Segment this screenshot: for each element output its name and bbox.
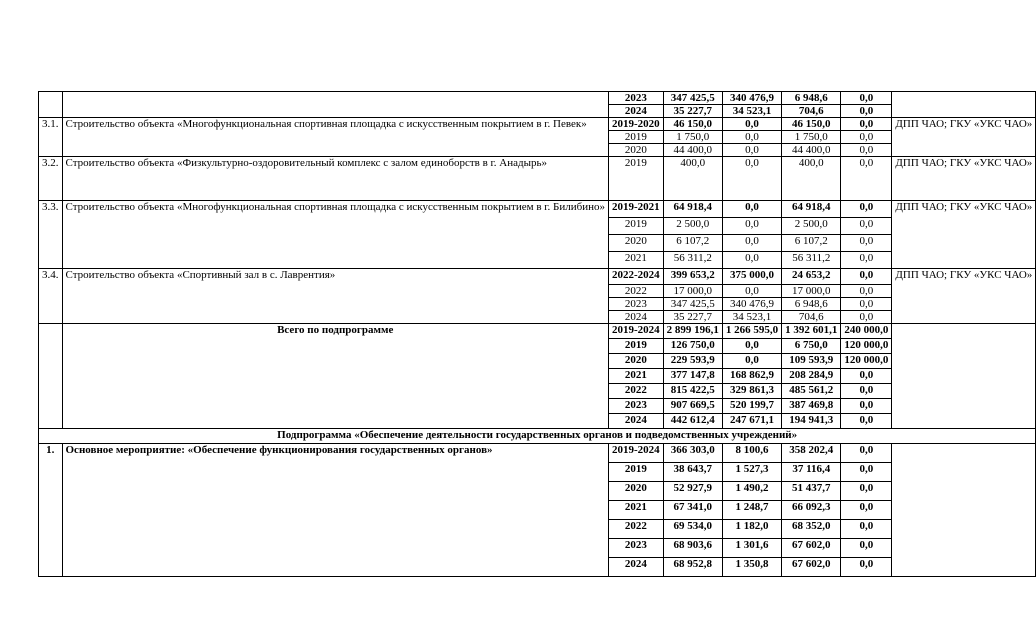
source-1-cell: 0,0 (722, 354, 781, 369)
total-cell: 442 612,4 (663, 414, 722, 429)
source-1-cell: 1 266 595,0 (722, 324, 781, 339)
subtotal-label: Всего по подпрограмме (62, 324, 609, 429)
year-cell: 2022 (609, 384, 664, 399)
source-2-cell: 68 352,0 (782, 520, 841, 539)
source-1-cell: 0,0 (722, 218, 781, 235)
total-cell: 1 750,0 (663, 131, 722, 144)
source-2-cell: 704,6 (782, 105, 841, 118)
total-cell: 815 422,5 (663, 384, 722, 399)
total-cell: 35 227,7 (663, 105, 722, 118)
source-1-cell: 520 199,7 (722, 399, 781, 414)
item-number: 3.1. (39, 118, 63, 157)
year-cell: 2019-2024 (609, 324, 664, 339)
source-2-cell: 24 653,2 (782, 269, 841, 285)
executor-cell: ДПП ЧАО; ГКУ «УКС ЧАО» (892, 118, 1036, 157)
item-number: 3.4. (39, 269, 63, 324)
total-cell: 2 899 196,1 (663, 324, 722, 339)
source-2-cell: 46 150,0 (782, 118, 841, 131)
source-1-cell: 340 476,9 (722, 298, 781, 311)
source-3-cell: 0,0 (841, 252, 892, 269)
year-cell: 2023 (609, 298, 664, 311)
source-1-cell: 329 861,3 (722, 384, 781, 399)
year-cell: 2024 (609, 414, 664, 429)
main-event-executor-cell (892, 444, 1036, 577)
source-1-cell: 0,0 (722, 157, 781, 201)
source-1-cell: 1 301,6 (722, 539, 781, 558)
year-cell: 2019-2021 (609, 201, 664, 218)
source-2-cell: 400,0 (782, 157, 841, 201)
source-3-cell: 0,0 (841, 218, 892, 235)
total-cell: 2 500,0 (663, 218, 722, 235)
continuation-executor-cell (892, 92, 1036, 118)
source-2-cell: 1 750,0 (782, 131, 841, 144)
source-3-cell: 0,0 (841, 414, 892, 429)
source-2-cell: 67 602,0 (782, 558, 841, 577)
source-1-cell: 34 523,1 (722, 311, 781, 324)
continuation-name-cell (62, 92, 609, 118)
item-number: 3.3. (39, 201, 63, 269)
year-cell: 2020 (609, 144, 664, 157)
source-2-cell: 64 918,4 (782, 201, 841, 218)
total-cell: 68 903,6 (663, 539, 722, 558)
item-number: 1. (39, 444, 63, 577)
year-cell: 2020 (609, 235, 664, 252)
source-1-cell: 1 490,2 (722, 482, 781, 501)
source-3-cell: 240 000,0 (841, 324, 892, 339)
year-cell: 2024 (609, 311, 664, 324)
source-3-cell: 0,0 (841, 92, 892, 105)
source-1-cell: 0,0 (722, 144, 781, 157)
source-2-cell: 387 469,8 (782, 399, 841, 414)
source-1-cell: 247 671,1 (722, 414, 781, 429)
source-3-cell: 0,0 (841, 539, 892, 558)
source-2-cell: 109 593,9 (782, 354, 841, 369)
source-2-cell: 6 107,2 (782, 235, 841, 252)
executor-cell: ДПП ЧАО; ГКУ «УКС ЧАО» (892, 201, 1036, 269)
source-3-cell: 0,0 (841, 235, 892, 252)
source-2-cell: 66 092,3 (782, 501, 841, 520)
source-1-cell: 0,0 (722, 235, 781, 252)
total-cell: 347 425,5 (663, 298, 722, 311)
executor-cell: ДПП ЧАО; ГКУ «УКС ЧАО» (892, 157, 1036, 201)
item-number: 3.2. (39, 157, 63, 201)
total-cell: 399 653,2 (663, 269, 722, 285)
year-cell: 2021 (609, 501, 664, 520)
source-3-cell: 0,0 (841, 105, 892, 118)
total-cell: 52 927,9 (663, 482, 722, 501)
source-1-cell: 34 523,1 (722, 105, 781, 118)
source-1-cell: 0,0 (722, 285, 781, 298)
year-cell: 2021 (609, 369, 664, 384)
year-cell: 2019 (609, 339, 664, 354)
source-3-cell: 0,0 (841, 482, 892, 501)
total-cell: 69 534,0 (663, 520, 722, 539)
source-1-cell: 8 100,6 (722, 444, 781, 463)
source-1-cell: 0,0 (722, 339, 781, 354)
year-cell: 2023 (609, 539, 664, 558)
source-3-cell: 0,0 (841, 463, 892, 482)
source-2-cell: 358 202,4 (782, 444, 841, 463)
item-name: Строительство объекта «Физкультурно-оздоровительный комплекс с залом единоборств в г. Анадырь» (62, 157, 609, 201)
source-2-cell: 56 311,2 (782, 252, 841, 269)
budget-table (38, 91, 1036, 577)
year-cell: 2020 (609, 354, 664, 369)
source-3-cell: 0,0 (841, 118, 892, 131)
source-3-cell: 0,0 (841, 269, 892, 285)
source-1-cell: 0,0 (722, 252, 781, 269)
year-cell: 2022-2024 (609, 269, 664, 285)
total-cell: 35 227,7 (663, 311, 722, 324)
source-2-cell: 485 561,2 (782, 384, 841, 399)
source-3-cell: 0,0 (841, 311, 892, 324)
total-cell: 366 303,0 (663, 444, 722, 463)
source-2-cell: 6 948,6 (782, 298, 841, 311)
source-2-cell: 51 437,7 (782, 482, 841, 501)
total-cell: 67 341,0 (663, 501, 722, 520)
source-2-cell: 2 500,0 (782, 218, 841, 235)
source-1-cell: 1 182,0 (722, 520, 781, 539)
year-cell: 2023 (609, 92, 664, 105)
source-1-cell: 1 350,8 (722, 558, 781, 577)
year-cell: 2024 (609, 105, 664, 118)
year-cell: 2022 (609, 520, 664, 539)
source-3-cell: 0,0 (841, 201, 892, 218)
source-3-cell: 0,0 (841, 520, 892, 539)
source-2-cell: 17 000,0 (782, 285, 841, 298)
total-cell: 6 107,2 (663, 235, 722, 252)
source-3-cell: 0,0 (841, 384, 892, 399)
executor-cell: ДПП ЧАО; ГКУ «УКС ЧАО» (892, 269, 1036, 324)
source-3-cell: 0,0 (841, 558, 892, 577)
total-cell: 38 643,7 (663, 463, 722, 482)
source-2-cell: 704,6 (782, 311, 841, 324)
total-cell: 400,0 (663, 157, 722, 201)
source-3-cell: 0,0 (841, 157, 892, 201)
item-name: Строительство объекта «Многофункциональная спортивная площадка с искусственным покрытием в г. Певек» (62, 118, 609, 157)
year-cell: 2023 (609, 399, 664, 414)
total-cell: 44 400,0 (663, 144, 722, 157)
subtotal-num-cell (39, 324, 63, 429)
item-name: Основное мероприятие: «Обеспечение функционирования государственных органов» (62, 444, 609, 577)
source-3-cell: 120 000,0 (841, 354, 892, 369)
source-3-cell: 0,0 (841, 298, 892, 311)
total-cell: 347 425,5 (663, 92, 722, 105)
source-3-cell: 0,0 (841, 399, 892, 414)
source-1-cell: 168 862,9 (722, 369, 781, 384)
total-cell: 377 147,8 (663, 369, 722, 384)
source-1-cell: 1 248,7 (722, 501, 781, 520)
year-cell: 2020 (609, 482, 664, 501)
source-1-cell: 1 527,3 (722, 463, 781, 482)
source-3-cell: 0,0 (841, 131, 892, 144)
source-2-cell: 6 750,0 (782, 339, 841, 354)
source-3-cell: 0,0 (841, 285, 892, 298)
source-2-cell: 6 948,6 (782, 92, 841, 105)
subtotal-executor-cell (892, 324, 1036, 429)
year-cell: 2021 (609, 252, 664, 269)
year-cell: 2019 (609, 157, 664, 201)
year-cell: 2024 (609, 558, 664, 577)
source-1-cell: 375 000,0 (722, 269, 781, 285)
total-cell: 907 669,5 (663, 399, 722, 414)
source-3-cell: 0,0 (841, 444, 892, 463)
year-cell: 2019 (609, 131, 664, 144)
year-cell: 2019 (609, 463, 664, 482)
source-2-cell: 1 392 601,1 (782, 324, 841, 339)
source-2-cell: 208 284,9 (782, 369, 841, 384)
section-title: Подпрограмма «Обеспечение деятельности государственных органов и подведомственных учреждений» (39, 429, 1036, 444)
year-cell: 2022 (609, 285, 664, 298)
source-3-cell: 120 000,0 (841, 339, 892, 354)
item-name: Строительство объекта «Многофункциональная спортивная площадка с искусственным покрытием в г. Билибино» (62, 201, 609, 269)
total-cell: 56 311,2 (663, 252, 722, 269)
continuation-num-cell (39, 92, 63, 118)
item-name: Строительство объекта «Спортивный зал в с. Лаврентия» (62, 269, 609, 324)
source-3-cell: 0,0 (841, 369, 892, 384)
total-cell: 126 750,0 (663, 339, 722, 354)
total-cell: 17 000,0 (663, 285, 722, 298)
source-3-cell: 0,0 (841, 501, 892, 520)
source-1-cell: 340 476,9 (722, 92, 781, 105)
year-cell: 2019 (609, 218, 664, 235)
source-1-cell: 0,0 (722, 201, 781, 218)
source-2-cell: 194 941,3 (782, 414, 841, 429)
year-cell: 2019-2024 (609, 444, 664, 463)
total-cell: 229 593,9 (663, 354, 722, 369)
source-1-cell: 0,0 (722, 118, 781, 131)
year-cell: 2019-2020 (609, 118, 664, 131)
total-cell: 64 918,4 (663, 201, 722, 218)
source-3-cell: 0,0 (841, 144, 892, 157)
source-2-cell: 37 116,4 (782, 463, 841, 482)
source-1-cell: 0,0 (722, 131, 781, 144)
source-2-cell: 67 602,0 (782, 539, 841, 558)
total-cell: 46 150,0 (663, 118, 722, 131)
source-2-cell: 44 400,0 (782, 144, 841, 157)
total-cell: 68 952,8 (663, 558, 722, 577)
